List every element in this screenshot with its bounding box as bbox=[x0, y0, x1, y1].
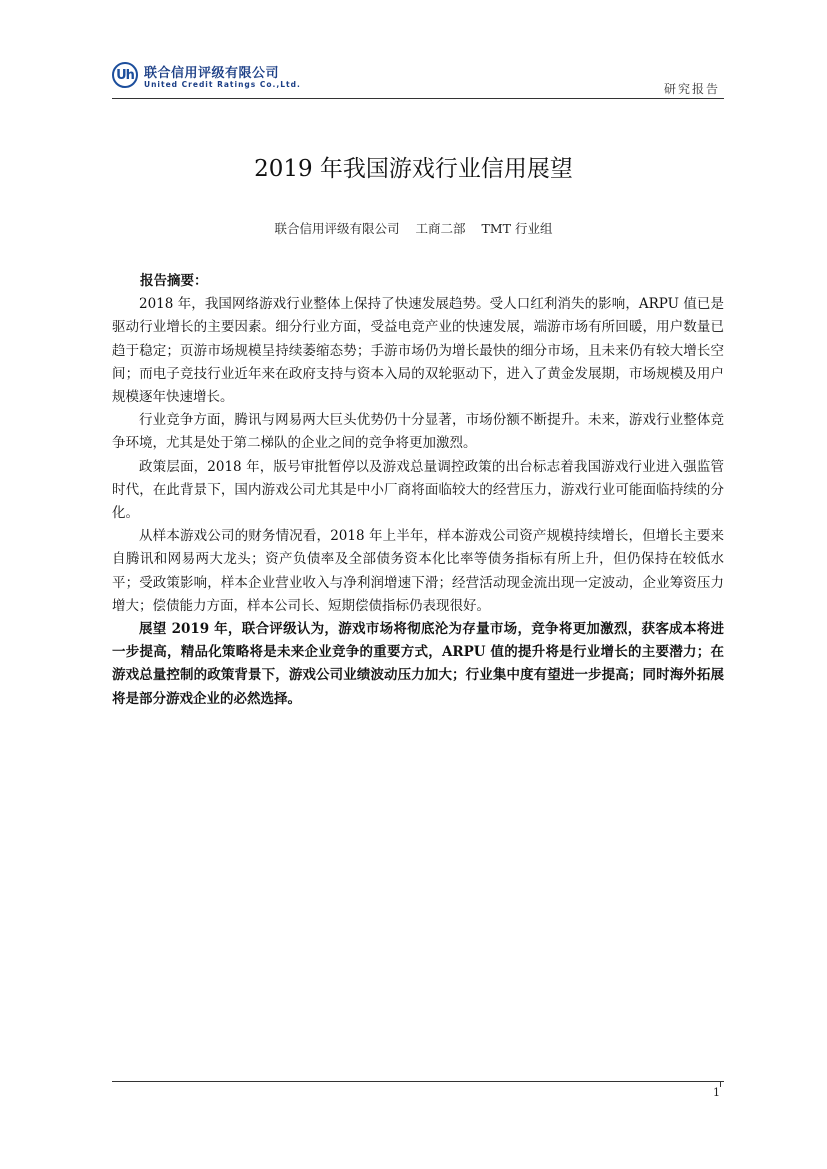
header-divider bbox=[112, 98, 724, 99]
company-logo-icon bbox=[112, 62, 138, 88]
logo-mark: Uh bbox=[116, 67, 134, 83]
footer-divider-tick bbox=[720, 1081, 721, 1087]
author-line bbox=[0, 219, 827, 237]
abstract-paragraph: 2018 年，我国网络游戏行业整体上保持了快速发展趋势。受人口红利消失的影响，ARPU 值已是驱动行业增长的主要因素。细分行业方面，受益电竞产业的快速发展，端游市场有所回暖，用户数量已趋于稳定；页游市场规模呈持续萎缩态势；手游市场仍为增长最快的细分市场，且未来仍有较大增长空间；而电子竞技行业近年来在政府支持与资本入局的双轮驱动下，进入了黄金发展期，市场规模及用户规模逐年快速增长。 bbox=[112, 296, 724, 406]
company-name-cn: 联合信用评级有限公司 bbox=[144, 66, 280, 81]
footer-divider bbox=[112, 1081, 724, 1082]
company-name-en: United Credit Ratings Co.,Ltd. bbox=[144, 80, 301, 89]
author-org: 联合信用评级有限公司 bbox=[274, 221, 400, 236]
page-number: 1 bbox=[713, 1086, 720, 1099]
page-header bbox=[112, 58, 724, 98]
abstract-paragraph: 行业竞争方面，腾讯与网易两大巨头优势仍十分显著，市场份额不断提升。未来，游戏行业整体竞争环境，尤其是处于第二梯队的企业之间的竞争将更加激烈。 bbox=[112, 412, 724, 452]
page-title: 2019 年我国游戏行业信用展望 bbox=[254, 156, 573, 182]
abstract-section bbox=[112, 270, 724, 711]
abstract-paragraph: 从样本游戏公司的财务情况看，2018 年上半年，样本游戏公司资产规模持续增长，但增长主要来自腾讯和网易两大龙头；资产负债率及全部债务资本化比率等债务指标有所上升，但仍保持在较低水平；受政策影响，样本企业营业收入与净利润增速下滑；经营活动现金流出现一定波动，企业筹资压力增大；偿债能力方面，样本公司长、短期偿债指标仍表现很好。 bbox=[112, 528, 724, 614]
abstract-outlook-paragraph: 展望 2019 年，联合评级认为，游戏市场将彻底沦为存量市场，竞争将更加激烈，获客成本将进一步提高，精品化策略将是未来企业竞争的重要方式，ARPU 值的提升将是行业增长的主要潜力；在游戏总量控制的政策背景下，游戏公司业绩波动压力加大；行业集中度有望进一步提高；同时海外拓展将是部分游戏企业的必然选择。 bbox=[112, 621, 724, 707]
abstract-label: 报告摘要： bbox=[140, 273, 208, 289]
author-group: TMT 行业组 bbox=[481, 221, 553, 236]
abstract-paragraph: 政策层面，2018 年，版号审批暂停以及游戏总量调控政策的出台标志着我国游戏行业进入强监管时代，在此背景下，国内游戏公司尤其是中小厂商将面临较大的经营压力，游戏行业可能面临持续的分化。 bbox=[112, 458, 724, 522]
document-type: 研究报告 bbox=[663, 82, 720, 96]
author-dept: 工商二部 bbox=[415, 221, 466, 236]
